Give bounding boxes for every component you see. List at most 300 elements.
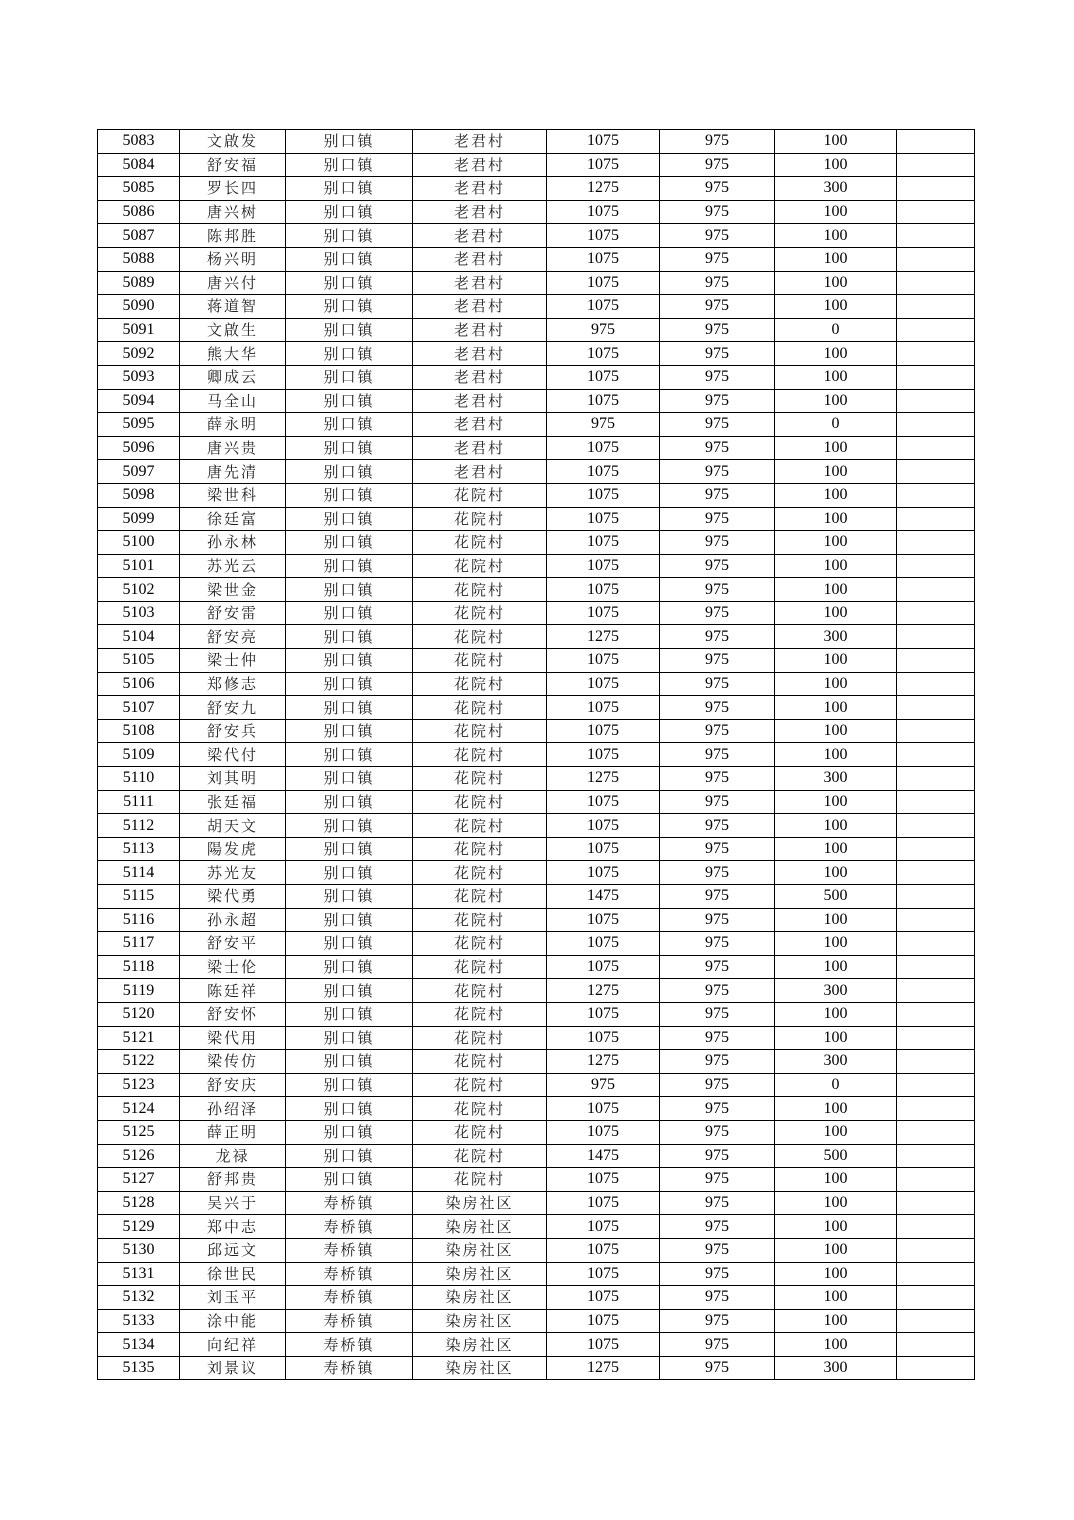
person-name-cell: 孙绍泽 [180,1097,286,1121]
amount-diff-cell: 100 [775,460,897,484]
record-number-cell: 5087 [98,224,180,248]
remark-cell [897,814,975,838]
remark-cell [897,271,975,295]
village-cell: 老君村 [413,413,547,437]
record-number-cell: 5084 [98,153,180,177]
town-cell: 别口镇 [286,177,413,201]
town-cell: 别口镇 [286,247,413,271]
town-cell: 别口镇 [286,1097,413,1121]
amount-a-cell: 1075 [547,1262,660,1286]
amount-a-cell: 1075 [547,672,660,696]
town-cell: 别口镇 [286,625,413,649]
amount-a-cell: 1075 [547,649,660,673]
person-name-cell: 梁代付 [180,743,286,767]
remark-cell [897,1050,975,1074]
town-cell: 别口镇 [286,1144,413,1168]
village-cell: 花院村 [413,1050,547,1074]
village-cell: 老君村 [413,153,547,177]
record-number-cell: 5122 [98,1050,180,1074]
amount-a-cell: 1075 [547,932,660,956]
remark-cell [897,790,975,814]
town-cell: 别口镇 [286,955,413,979]
amount-b-cell: 975 [660,436,775,460]
village-cell: 花院村 [413,1097,547,1121]
table-row [98,1262,975,1286]
amount-a-cell: 1275 [547,177,660,201]
table-row [98,790,975,814]
record-number-cell: 5119 [98,979,180,1003]
person-name-cell: 熊大华 [180,342,286,366]
amount-diff-cell: 100 [775,696,897,720]
record-number-cell: 5123 [98,1073,180,1097]
amount-a-cell: 1075 [547,1309,660,1333]
village-cell: 染房社区 [413,1215,547,1239]
town-cell: 别口镇 [286,1002,413,1026]
amount-b-cell: 975 [660,743,775,767]
table-row [98,365,975,389]
town-cell: 别口镇 [286,1073,413,1097]
village-cell: 花院村 [413,531,547,555]
village-cell: 老君村 [413,247,547,271]
amount-diff-cell: 300 [775,1050,897,1074]
record-number-cell: 5117 [98,932,180,956]
town-cell: 别口镇 [286,271,413,295]
amount-diff-cell: 100 [775,861,897,885]
table-row [98,1238,975,1262]
village-cell: 花院村 [413,837,547,861]
town-cell: 别口镇 [286,1050,413,1074]
town-cell: 寿桥镇 [286,1191,413,1215]
amount-a-cell: 1075 [547,342,660,366]
amount-a-cell: 1275 [547,625,660,649]
amount-a-cell: 975 [547,413,660,437]
village-cell: 花院村 [413,483,547,507]
remark-cell [897,200,975,224]
person-name-cell: 罗长四 [180,177,286,201]
remark-cell [897,932,975,956]
town-cell: 别口镇 [286,460,413,484]
town-cell: 寿桥镇 [286,1333,413,1357]
record-number-cell: 5099 [98,507,180,531]
person-name-cell: 唐兴付 [180,271,286,295]
village-cell: 花院村 [413,1168,547,1192]
amount-diff-cell: 100 [775,1168,897,1192]
amount-a-cell: 1275 [547,1356,660,1380]
amount-b-cell: 975 [660,908,775,932]
person-name-cell: 郑中志 [180,1215,286,1239]
person-name-cell: 孙永超 [180,908,286,932]
amount-diff-cell: 100 [775,200,897,224]
amount-diff-cell: 100 [775,837,897,861]
town-cell: 别口镇 [286,436,413,460]
person-name-cell: 唐先清 [180,460,286,484]
record-number-cell: 5106 [98,672,180,696]
remark-cell [897,507,975,531]
village-cell: 老君村 [413,130,547,154]
village-cell: 花院村 [413,601,547,625]
amount-b-cell: 975 [660,531,775,555]
town-cell: 别口镇 [286,1168,413,1192]
village-cell: 花院村 [413,554,547,578]
town-cell: 别口镇 [286,767,413,791]
record-number-cell: 5105 [98,649,180,673]
table-row [98,1168,975,1192]
amount-diff-cell: 100 [775,365,897,389]
village-cell: 花院村 [413,719,547,743]
remark-cell [897,177,975,201]
table-row [98,672,975,696]
table-row [98,436,975,460]
record-number-cell: 5103 [98,601,180,625]
town-cell: 别口镇 [286,224,413,248]
town-cell: 别口镇 [286,389,413,413]
town-cell: 别口镇 [286,554,413,578]
village-cell: 老君村 [413,365,547,389]
village-cell: 花院村 [413,1073,547,1097]
person-name-cell: 陈邦胜 [180,224,286,248]
record-number-cell: 5120 [98,1002,180,1026]
village-cell: 老君村 [413,342,547,366]
amount-a-cell: 1075 [547,483,660,507]
amount-b-cell: 975 [660,885,775,909]
remark-cell [897,696,975,720]
person-name-cell: 文啟生 [180,318,286,342]
person-name-cell: 梁代勇 [180,885,286,909]
remark-cell [897,672,975,696]
record-number-cell: 5114 [98,861,180,885]
amount-diff-cell: 100 [775,932,897,956]
amount-a-cell: 1075 [547,1168,660,1192]
amount-diff-cell: 100 [775,531,897,555]
amount-diff-cell: 100 [775,1286,897,1310]
record-number-cell: 5093 [98,365,180,389]
table-row [98,295,975,319]
amount-a-cell: 1075 [547,389,660,413]
table-row [98,483,975,507]
amount-diff-cell: 300 [775,177,897,201]
record-number-cell: 5098 [98,483,180,507]
person-name-cell: 蒋道智 [180,295,286,319]
amount-a-cell: 1075 [547,837,660,861]
amount-a-cell: 1075 [547,295,660,319]
amount-b-cell: 975 [660,365,775,389]
person-name-cell: 梁世金 [180,578,286,602]
amount-diff-cell: 100 [775,389,897,413]
table-row [98,743,975,767]
person-name-cell: 卿成云 [180,365,286,389]
amount-b-cell: 975 [660,1144,775,1168]
amount-a-cell: 1075 [547,1026,660,1050]
table-row [98,719,975,743]
person-name-cell: 陈廷祥 [180,979,286,1003]
record-number-cell: 5095 [98,413,180,437]
amount-diff-cell: 300 [775,979,897,1003]
village-cell: 染房社区 [413,1238,547,1262]
table-row [98,1309,975,1333]
amount-diff-cell: 100 [775,153,897,177]
table-row [98,625,975,649]
amount-diff-cell: 500 [775,1144,897,1168]
table-row [98,224,975,248]
remark-cell [897,342,975,366]
village-cell: 老君村 [413,436,547,460]
record-number-cell: 5094 [98,389,180,413]
remark-cell [897,460,975,484]
table-row [98,649,975,673]
record-number-cell: 5091 [98,318,180,342]
village-cell: 花院村 [413,1120,547,1144]
village-cell: 花院村 [413,814,547,838]
remark-cell [897,1262,975,1286]
record-number-cell: 5127 [98,1168,180,1192]
amount-a-cell: 1075 [547,531,660,555]
village-cell: 花院村 [413,885,547,909]
amount-a-cell: 1075 [547,719,660,743]
record-number-cell: 5109 [98,743,180,767]
amount-diff-cell: 100 [775,1262,897,1286]
table-row [98,955,975,979]
remark-cell [897,1120,975,1144]
remark-cell [897,837,975,861]
amount-b-cell: 975 [660,342,775,366]
village-cell: 花院村 [413,507,547,531]
amount-a-cell: 1075 [547,460,660,484]
amount-a-cell: 1075 [547,153,660,177]
amount-diff-cell: 0 [775,318,897,342]
person-name-cell: 邱远文 [180,1238,286,1262]
record-number-cell: 5115 [98,885,180,909]
record-number-cell: 5100 [98,531,180,555]
person-name-cell: 刘景议 [180,1356,286,1380]
town-cell: 别口镇 [286,743,413,767]
village-cell: 花院村 [413,625,547,649]
remark-cell [897,554,975,578]
amount-diff-cell: 100 [775,1026,897,1050]
amount-diff-cell: 100 [775,578,897,602]
amount-diff-cell: 100 [775,1002,897,1026]
remark-cell [897,1073,975,1097]
table-row [98,318,975,342]
amount-diff-cell: 100 [775,814,897,838]
record-number-cell: 5089 [98,271,180,295]
town-cell: 别口镇 [286,295,413,319]
person-name-cell: 舒邦贵 [180,1168,286,1192]
person-name-cell: 舒安亮 [180,625,286,649]
table-row [98,601,975,625]
table-row [98,578,975,602]
village-cell: 花院村 [413,790,547,814]
remark-cell [897,153,975,177]
village-cell: 花院村 [413,578,547,602]
table-row [98,1333,975,1357]
amount-b-cell: 975 [660,1215,775,1239]
table-row [98,979,975,1003]
records-table [97,129,975,1380]
amount-diff-cell: 100 [775,224,897,248]
remark-cell [897,861,975,885]
table-row [98,861,975,885]
remark-cell [897,318,975,342]
remark-cell [897,1026,975,1050]
amount-a-cell: 1075 [547,436,660,460]
person-name-cell: 梁士仲 [180,649,286,673]
town-cell: 别口镇 [286,531,413,555]
person-name-cell: 薛正明 [180,1120,286,1144]
amount-b-cell: 975 [660,625,775,649]
remark-cell [897,649,975,673]
village-cell: 染房社区 [413,1309,547,1333]
amount-diff-cell: 100 [775,908,897,932]
amount-a-cell: 1075 [547,271,660,295]
town-cell: 寿桥镇 [286,1215,413,1239]
amount-b-cell: 975 [660,649,775,673]
town-cell: 别口镇 [286,719,413,743]
table-row [98,1073,975,1097]
amount-a-cell: 1075 [547,1191,660,1215]
amount-a-cell: 1075 [547,1333,660,1357]
amount-b-cell: 975 [660,389,775,413]
table-row [98,153,975,177]
amount-a-cell: 1075 [547,224,660,248]
amount-b-cell: 975 [660,601,775,625]
amount-b-cell: 975 [660,318,775,342]
amount-diff-cell: 0 [775,1073,897,1097]
amount-a-cell: 975 [547,318,660,342]
amount-diff-cell: 100 [775,790,897,814]
village-cell: 染房社区 [413,1286,547,1310]
record-number-cell: 5135 [98,1356,180,1380]
remark-cell [897,601,975,625]
amount-diff-cell: 100 [775,507,897,531]
record-number-cell: 5092 [98,342,180,366]
village-cell: 花院村 [413,908,547,932]
record-number-cell: 5129 [98,1215,180,1239]
town-cell: 别口镇 [286,885,413,909]
town-cell: 别口镇 [286,578,413,602]
amount-a-cell: 1075 [547,507,660,531]
village-cell: 老君村 [413,177,547,201]
remark-cell [897,531,975,555]
table-row [98,177,975,201]
remark-cell [897,1238,975,1262]
person-name-cell: 龙禄 [180,1144,286,1168]
person-name-cell: 舒安福 [180,153,286,177]
amount-a-cell: 1075 [547,1002,660,1026]
records-table-body [98,130,975,1380]
remark-cell [897,955,975,979]
table-row [98,1356,975,1380]
table-row [98,885,975,909]
amount-a-cell: 1075 [547,743,660,767]
record-number-cell: 5104 [98,625,180,649]
person-name-cell: 孙永林 [180,531,286,555]
amount-b-cell: 975 [660,1191,775,1215]
amount-a-cell: 1075 [547,955,660,979]
record-number-cell: 5097 [98,460,180,484]
town-cell: 别口镇 [286,979,413,1003]
record-number-cell: 5134 [98,1333,180,1357]
village-cell: 染房社区 [413,1333,547,1357]
record-number-cell: 5121 [98,1026,180,1050]
table-row [98,271,975,295]
table-row [98,1120,975,1144]
amount-a-cell: 1075 [547,365,660,389]
amount-b-cell: 975 [660,507,775,531]
amount-b-cell: 975 [660,672,775,696]
amount-b-cell: 975 [660,1238,775,1262]
amount-b-cell: 975 [660,767,775,791]
amount-diff-cell: 300 [775,1356,897,1380]
amount-b-cell: 975 [660,1333,775,1357]
remark-cell [897,767,975,791]
village-cell: 花院村 [413,1002,547,1026]
town-cell: 别口镇 [286,649,413,673]
amount-b-cell: 975 [660,861,775,885]
record-number-cell: 5133 [98,1309,180,1333]
amount-a-cell: 1075 [547,601,660,625]
amount-diff-cell: 100 [775,436,897,460]
amount-diff-cell: 100 [775,1191,897,1215]
remark-cell [897,1333,975,1357]
amount-diff-cell: 100 [775,743,897,767]
person-name-cell: 苏光云 [180,554,286,578]
town-cell: 别口镇 [286,814,413,838]
person-name-cell: 刘其明 [180,767,286,791]
amount-a-cell: 1075 [547,861,660,885]
record-number-cell: 5086 [98,200,180,224]
person-name-cell: 苏光友 [180,861,286,885]
table-row [98,1191,975,1215]
remark-cell [897,413,975,437]
town-cell: 别口镇 [286,672,413,696]
record-number-cell: 5096 [98,436,180,460]
amount-a-cell: 1075 [547,1238,660,1262]
amount-b-cell: 975 [660,1026,775,1050]
person-name-cell: 文啟发 [180,130,286,154]
amount-a-cell: 1075 [547,1120,660,1144]
village-cell: 老君村 [413,460,547,484]
table-row [98,1215,975,1239]
person-name-cell: 舒安兵 [180,719,286,743]
town-cell: 别口镇 [286,483,413,507]
table-row [98,554,975,578]
amount-diff-cell: 100 [775,955,897,979]
amount-b-cell: 975 [660,153,775,177]
table-row [98,342,975,366]
amount-a-cell: 1075 [547,554,660,578]
remark-cell [897,1286,975,1310]
person-name-cell: 舒安平 [180,932,286,956]
amount-a-cell: 975 [547,1073,660,1097]
amount-b-cell: 975 [660,837,775,861]
village-cell: 花院村 [413,1026,547,1050]
record-number-cell: 5090 [98,295,180,319]
amount-diff-cell: 100 [775,1309,897,1333]
amount-diff-cell: 100 [775,271,897,295]
village-cell: 花院村 [413,672,547,696]
remark-cell [897,1356,975,1380]
town-cell: 别口镇 [286,837,413,861]
amount-a-cell: 1075 [547,130,660,154]
town-cell: 别口镇 [286,365,413,389]
amount-diff-cell: 100 [775,649,897,673]
person-name-cell: 郑修志 [180,672,286,696]
remark-cell [897,1002,975,1026]
remark-cell [897,719,975,743]
table-row [98,130,975,154]
amount-diff-cell: 100 [775,1215,897,1239]
record-number-cell: 5113 [98,837,180,861]
